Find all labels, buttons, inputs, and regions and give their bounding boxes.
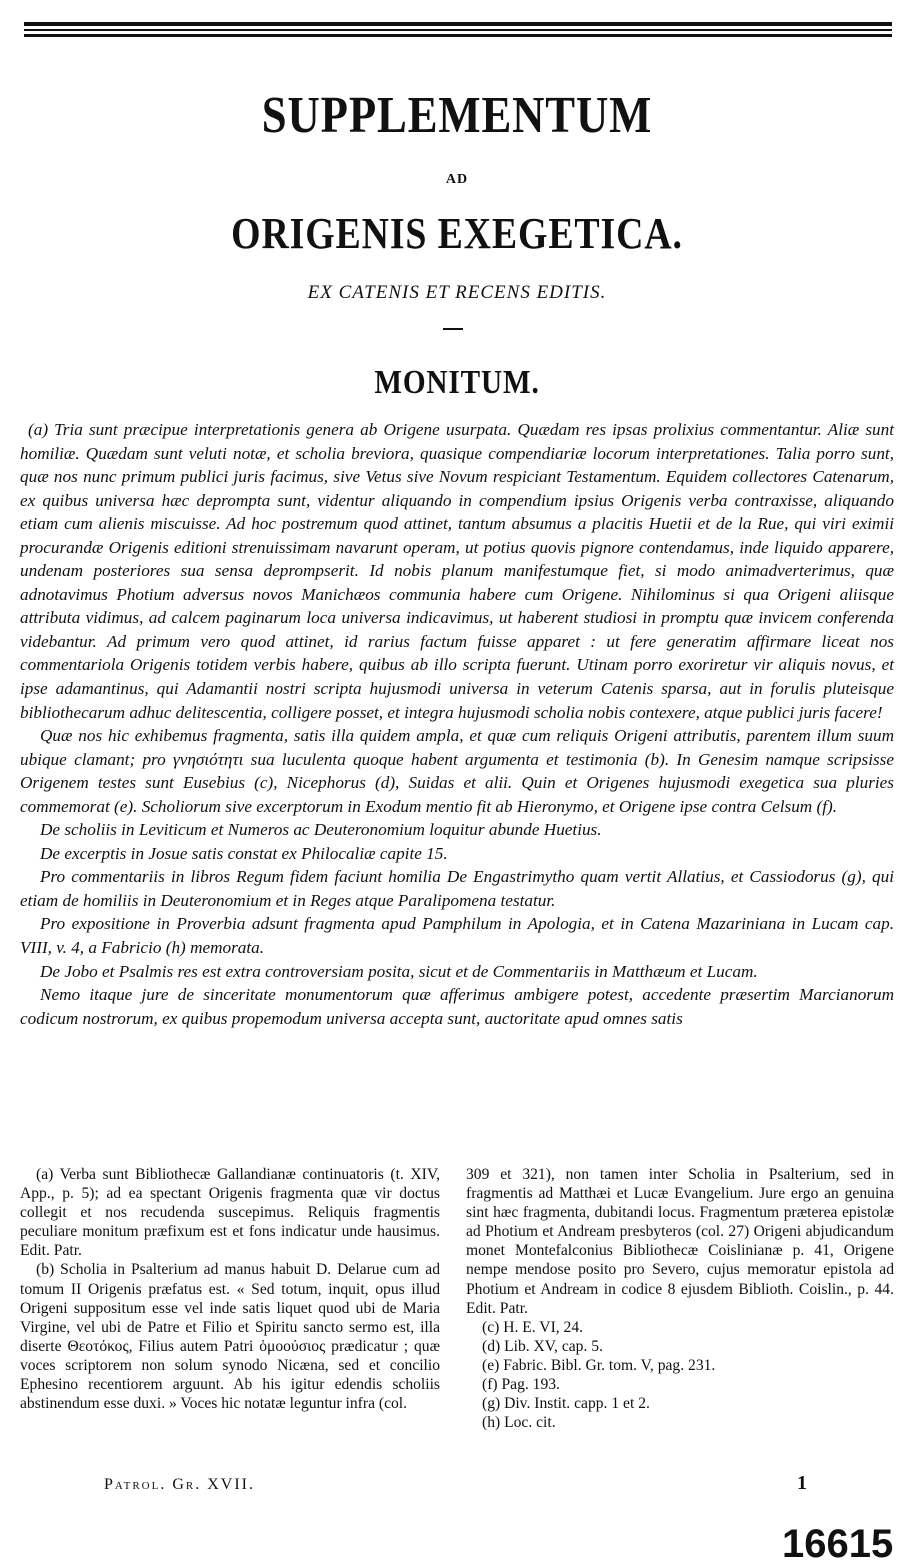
- volume-signature: Patrol. Gr. XVII.: [104, 1476, 255, 1493]
- monitum-paragraph: Pro expositione in Proverbia adsunt fragmenta apud Pamphilum in Apologia, et in Catena Mazariniana in Lucam cap. VIII, v. 4, a Fabricio (h) memorata.: [20, 914, 894, 958]
- footnote: (d) Lib. XV, cap. 5.: [482, 1337, 603, 1355]
- top-rule-thick: [24, 22, 892, 26]
- footnote: (e) Fabric. Bibl. Gr. tom. V, pag. 231.: [482, 1356, 716, 1374]
- source-line: EX CATENIS ET RECENS EDITIS.: [307, 282, 607, 303]
- top-rule-thin: [24, 29, 892, 31]
- corner-number: 16615: [782, 1522, 894, 1566]
- monitum-body: [20, 418, 894, 1030]
- section-heading: MONITUM.: [374, 364, 540, 401]
- monitum-paragraph: De Jobo et Psalmis res est extra controversiam posita, sicut et de Commentariis in Matthæum et Lucam.: [40, 961, 758, 981]
- footnote: (g) Div. Instit. capp. 1 et 2.: [482, 1395, 650, 1413]
- monitum-paragraph: Nemo itaque jure de sinceritate monumentorum quæ afferimus ambigere potest, accedente præsertim Marcianorum codicum nostrorum, ex quibus propemodum universa accepta sunt, auctoritate apud omnes satis: [20, 985, 894, 1028]
- monitum-paragraph: Quæ nos hic exhibemus fragmenta, satis illa quidem ampla, et quæ cum reliquis Origeni attributis, parentem illum suum ubique clamant; pro γνησιότητι sua luculenta quoque habent argumenta et testimonia (b). In Genesim namque scripsisse Origenem testes sunt Eusebius (c), Nicephorus (d), Suidas et alii. Quin et Origenes hujusmodi exegetica sua pluries commemorat (e). Scholiorum sive excerptorum in Exodum mentio fit ab Hieronymo, et Origene ipse contra Celsum (f).: [20, 726, 894, 816]
- monitum-paragraph: Pro commentariis in libros Regum fidem faciunt homilia De Engastrimytho quam vertit Allatius, et Cassiodorus (g), qui etiam de homiliis in Deuteronomium et in Reges atque Paralipomena testatur.: [20, 867, 894, 910]
- footnote: (c) H. E. VI, 24.: [482, 1318, 584, 1336]
- monitum-paragraph: (a) Tria sunt præcipue interpretationis genera ab Origene usurpata. Quædam res ipsas prolixius commentantur. Aliæ sunt homiliæ. Quædam sunt veluti notæ, et scholia breviora, quasique compendiariæ locorum interpretationes. Talia porro sunt, quæ nos nunc primum publici juris facimus, sive Vetus sive Novum respiciant Testamentum. Equidem collectores Catenarum, ex quibus universa hæc deprompta sunt, videntur aliquando in compendium ipsius Origenis verba contraxisse, aliquando etiam cum alienis miscuisse. Ad hoc postremum quod attinet, tantum absumus a placitis Huetii et de la Rue, qui viri eximii procurandæ Origenis editioni strenuissimam navarunt operam, ut potius quovis pignore contendamus, inde liquido apparere, undenam posteriores sua sensa deprompserit. Id nobis planum manifestumque fiet, si modo animadverterimus, quæ adnotavimus Photium adversus novos Manichæos communia habere cum Origene. Nihilominus si qua Origeni aliisque attributa vidimus, ad calcem paginarum loca universa indicavimus, ut haberent studiosi in promptu quæ invicem conferenda videbantur. Ad primum vero quod attinet, id rarius factum fuisse apparet : ut fere generatim affirmare liceat nos commentariola Origenis totidem verbis habere, quibus ab illo scripta fuerunt. Utinam porro exoriretur vir aliquis novus, et ipse adamantinus, qui Adamantii nostri scripta hujusmodi universa in veterum Catenis sparsa, aut in forulis pluteisque bibliothecarum adhuc delitescentia, colligere posset, et integra hujusmodi scholia nobis contexere, atque publici juris facere!: [20, 420, 894, 722]
- title-connector: AD: [445, 172, 469, 187]
- footnotes-left-column: [20, 1165, 440, 1413]
- monitum-paragraph: De excerptis in Josue satis constat ex Philocaliæ capite 15.: [40, 843, 448, 863]
- top-rule-bottom: [24, 34, 892, 37]
- page-title: SUPPLEMENTUM: [261, 87, 653, 144]
- page-subtitle: ORIGENIS EXEGETICA.: [231, 209, 683, 258]
- footnote: (a) Verba sunt Bibliothecæ Gallandianæ continuatoris (t. XIV, App., p. 5); ad ea spectant Origenis fragmenta quæ vir doctus collegit et nos recudenda suscepimus. Reliquis fragmentis peculiare monitum præfixum est et fons indicatur unde hausimus. Edit. Patr.: [20, 1166, 440, 1260]
- footnotes-right-column: [466, 1165, 894, 1432]
- gathering-number: 1: [797, 1472, 807, 1494]
- footnote-continuation: 309 et 321), non tamen inter Scholia in Psalterium, sed in fragmentis ad Matthæi et Lucæ Evangelium. Jure ergo an genuina sint hæc fragmenta, dubitandi locus. Fragmentum præterea epistolæ ad Photium et Andream presbyteros (col. 27) Origeni abjudicandum monet Montefalconius Bibliothecæ Coislinianæ p. 41, Origene nempe mendose posito pro Severo, cujus memoratur epistola ad Photium et Andream in codice 8 ejusdem Biblioth. Coislin., p. 44. Edit. Patr.: [466, 1166, 894, 1317]
- footnote: (f) Pag. 193.: [482, 1376, 560, 1394]
- footnote: (h) Loc. cit.: [482, 1414, 556, 1432]
- short-divider: [443, 328, 463, 330]
- monitum-paragraph: De scholiis in Leviticum et Numeros ac Deuteronomium loquitur abunde Huetius.: [40, 820, 602, 840]
- footnote: (b) Scholia in Psalterium ad manus habuit D. Delarue cum ad tomum II Origenis præfatus est. « Sed totum, inquit, opus illud Origeni suppositum esse vel inde satis liquet quod ubi de Maria Virgine, vel ubi de Patre et Filio et Spiritu sancto sermo est, illa diserte Θεοτόκος, Filius autem Patri ὁμοούσιος prædicatur ; quæ voces scriptorem non solum synodo Nicæna, sed et concilio Ephesino recentiorem arguunt. Ab his igitur edendis scholiis abstinendum esse duxi. » Voces hic notatæ leguntur infra (col.: [20, 1261, 440, 1413]
